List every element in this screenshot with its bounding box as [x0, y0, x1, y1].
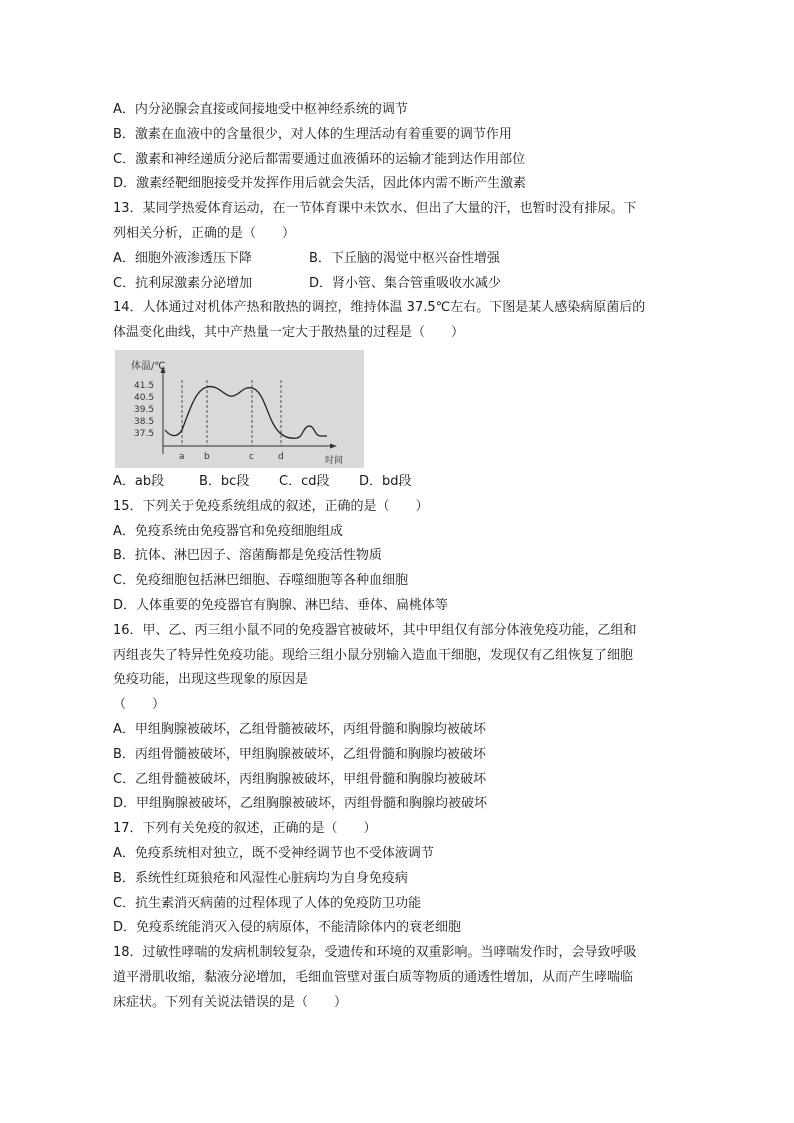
q17-option-b: B．系统性红斑狼疮和风湿性心脏病均为自身免疫病 [113, 870, 408, 886]
q13-options-row-1 [113, 247, 693, 272]
q15-option-d: D．人体重要的免疫器官有胸腺、淋巴结、垂体、扁桃体等 [113, 597, 449, 613]
q18-stem-line-2: 道平滑肌收缩，黏液分泌增加，毛细血管壁对蛋白质等物质的通透性增加，从而产生哮喘临 [113, 969, 634, 985]
q16-option-d: D．甲组胸腺被破坏，乙组胸腺被破坏，丙组骨髓和胸腺均被破坏 [113, 796, 488, 812]
q13-options-row-2 [113, 272, 693, 297]
q14-option-c: C．cd段 [279, 473, 330, 489]
y-tick-38-5: 38.5 [134, 416, 155, 427]
q15-option-b: B．抗体、淋巴因子、溶菌酶都是免疫活性物质 [113, 548, 382, 564]
q14-stem-line-1: 14．人体通过对机体产热和散热的调控，维持体温 37.5℃左右。下图是某人感染病原菌后的 [113, 300, 646, 316]
q17-stem: 17．下列有关免疫的叙述，正确的是（ ） [113, 821, 377, 837]
q16-stem-line-3: 免疫功能，出现这些现象的原因是 [113, 672, 309, 688]
q16-stem-line-4: （ ） [113, 697, 166, 713]
q13-option-b: B．下丘脑的渴觉中枢兴奋性增强 [309, 250, 500, 266]
x-axis-label: 时间 [325, 455, 344, 466]
y-axis-label: 体温/℃ [131, 360, 166, 372]
q13-option-c: C．抗利尿激素分泌增加 [113, 275, 253, 291]
q13-stem-line-1: 13．某同学热爱体育运动，在一节体育课中未饮水、但出了大量的汗，也暂时没有排尿。下 [113, 201, 637, 217]
q15-option-c: C．免疫细胞包括淋巴细胞、吞噬细胞等各种血细胞 [113, 573, 409, 589]
y-tick-41-5: 41.5 [134, 380, 155, 391]
x-mark-b: b [204, 451, 210, 462]
q16-option-b: B．丙组骨髓被破坏，甲组胸腺被破坏，乙组骨髓和胸腺均被破坏 [113, 746, 486, 762]
temperature-curve-chart [115, 350, 364, 468]
q13-stem-line-2: 列相关分析，正确的是（ ） [113, 225, 296, 241]
q16-stem-line-1: 16．甲、乙、丙三组小鼠不同的免疫器官被破坏，其中甲组仅有部分体液免疫功能，乙组和 [113, 622, 637, 638]
y-tick-40-5: 40.5 [134, 392, 155, 403]
x-mark-c: c [249, 451, 254, 462]
q17-option-c: C．抗生素消灭病菌的过程体现了人体的免疫防卫功能 [113, 895, 422, 911]
q14-stem-line-2: 体温变化曲线，其中产热量一定大于散热量的过程是（ ） [113, 325, 465, 341]
prev-option-a: A．内分泌腺会直接或间接地受中枢神经系统的调节 [113, 102, 408, 117]
q14-option-b: B．bc段 [199, 473, 250, 489]
q15-stem: 15．下列关于免疫系统组成的叙述，正确的是（ ） [113, 498, 429, 514]
temperature-curve [165, 387, 327, 439]
q14-option-d: D．bd段 [359, 473, 412, 489]
q16-stem-line-2: 丙组丧失了特异性免疫功能。现给三组小鼠分别输入造血干细胞，发现仅有乙组恢复了细胞 [113, 647, 634, 663]
page-content [113, 98, 693, 1016]
q14-option-a: A．ab段 [113, 473, 165, 489]
q17-option-a: A．免疫系统相对独立，既不受神经调节也不受体液调节 [113, 845, 434, 861]
q13-option-a: A．细胞外液渗透压下降 [113, 250, 252, 266]
q18-stem-line-3: 床症状。下列有关说法错误的是（ ） [113, 994, 348, 1010]
q18-stem-line-1: 18．过敏性哮喘的发病机制较复杂，受遗传和环境的双重影响。当哮喘发作时，会导致呼吸 [113, 945, 637, 961]
prev-option-c: C．激素和神经递质分泌后都需要通过血液循环的运输才能到达作用部位 [113, 151, 526, 167]
q17-option-d: D．免疫系统能消灭入侵的病原体，不能清除体内的衰老细胞 [113, 920, 462, 936]
q15-option-a: A．免疫系统由免疫器官和免疫细胞组成 [113, 523, 343, 539]
y-tick-37-5: 37.5 [134, 428, 155, 439]
body-temperature-figure [115, 350, 364, 468]
prev-option-d: D．激素经靶细胞接受并发挥作用后就会失活，因此体内需不断产生激素 [113, 176, 527, 192]
y-tick-39-5: 39.5 [134, 404, 155, 415]
prev-option-b: B．激素在血液中的含量很少，对人体的生理活动有着重要的调节作用 [113, 126, 512, 142]
x-mark-d: d [278, 451, 284, 462]
q16-option-a: A．甲组胸腺被破坏，乙组骨髓被破坏，丙组骨髓和胸腺均被破坏 [113, 721, 486, 737]
q16-option-c: C．乙组骨髓被破坏，丙组胸腺被破坏，甲组骨髓和胸腺均被破坏 [113, 771, 487, 787]
x-axis-arrow [330, 443, 337, 448]
q13-option-d: D．肾小管、集合管重吸收水减少 [309, 275, 502, 291]
x-mark-a: a [179, 451, 185, 462]
q14-options-row [113, 470, 693, 495]
